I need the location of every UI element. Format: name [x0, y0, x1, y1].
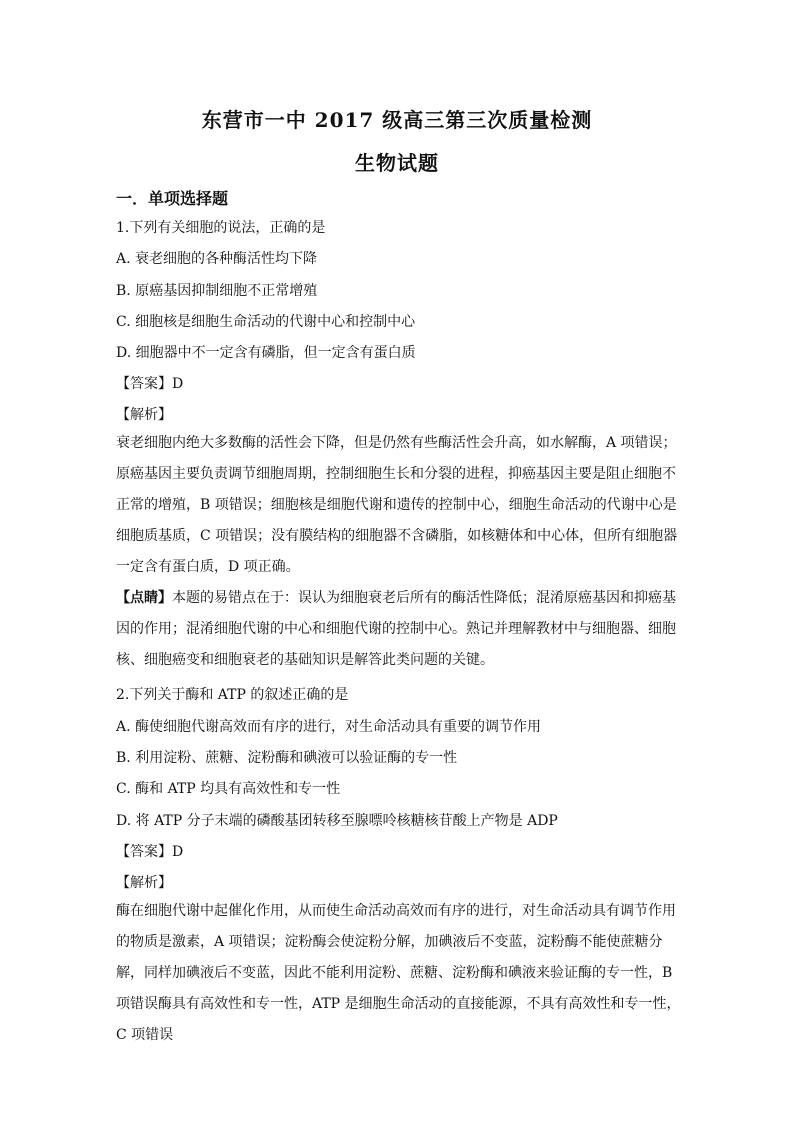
- q2-answer-line: [116, 841, 183, 861]
- q1-answer-label: 【答案】: [116, 376, 172, 392]
- q1-analysis-label: 【解析】: [116, 407, 172, 423]
- q1-answer-line: [116, 373, 183, 393]
- q1-option-a: A. 衰老细胞的各种酶活性均下降: [116, 251, 318, 267]
- document-title: 东营市一中 2017 级高三第三次质量检测: [201, 108, 593, 132]
- q1-tip-text: 本题的易错点在于：误认为细胞衰老后所有的酶活性降低；混淆原癌基因和抑癌基因的作用；混淆细胞代谢的中心和细胞代谢的控制中心。熟记并理解教材中与细胞器、细胞核、细胞癌变和细胞衰老的基础知识是解答此类问题的关键。: [116, 590, 676, 668]
- q2-option-a: A. 酶使细胞代谢高效而有序的进行，对生命活动具有重要的调节作用: [116, 719, 542, 735]
- q1-answer-value: D: [172, 376, 184, 392]
- q2-option-b: B. 利用淀粉、蔗糖、淀粉酶和碘液可以验证酶的专一性: [116, 750, 458, 766]
- q2-answer-value: D: [172, 844, 184, 860]
- q1-option-c: C. 细胞核是细胞生命活动的代谢中心和控制中心: [116, 314, 416, 330]
- q1-option-d: D. 细胞器中不一定含有磷脂，但一定含有蛋白质: [116, 345, 416, 361]
- q2-option-c: C. 酶和 ATP 均具有高效性和专一性: [116, 781, 341, 797]
- q1-tip-label: 【点睛】: [116, 590, 172, 606]
- q2-option-d: D. 将 ATP 分子末端的磷酸基团转移至腺嘌呤核糖核苷酸上产物是 ADP: [116, 813, 558, 829]
- q2-analysis-label: 【解析】: [116, 875, 172, 891]
- q1-tip-paragraph: [116, 583, 684, 676]
- q2-analysis-text: 酶在细胞代谢中起催化作用，从而使生命活动高效而有序的进行，对生命活动具有调节作用的物质是激素，A 项错误；淀粉酶会使淀粉分解，加碘液后不变蓝，淀粉酶不能使蔗糖分解，同样加碘液后不变蓝，因此不能利用淀粉、蔗糖、淀粉酶和碘液来验证酶的专一性，B 项错误酶具有高效性和专一性，ATP 是细胞生命活动的直接能源，不具有高效性和专一性，C 项错误: [116, 903, 681, 1043]
- q2-stem: 2.下列关于酶和 ATP 的叙述正确的是: [116, 687, 349, 703]
- q2-answer-label: 【答案】: [116, 844, 172, 860]
- document-subtitle: 生物试题: [355, 151, 439, 175]
- q1-analysis-text: 衰老细胞内绝大多数酶的活性会下降，但是仍然有些酶活性会升高，如水解酶，A 项错误；原癌基因主要负责调节细胞周期，控制细胞生长和分裂的进程，抑癌基因主要是阻止细胞不正常的增殖，B 项错误；细胞核是细胞代谢和遗传的控制中心，细胞生命活动的代谢中心是细胞质基质，C 项错误；没有膜结构的细胞器不含磷脂，如核糖体和中心体，但所有细胞器一定含有蛋白质，D 项正确。: [116, 435, 678, 575]
- q1-stem: 1.下列有关细胞的说法，正确的是: [116, 220, 326, 236]
- q1-option-b: B. 原癌基因抑制细胞不正常增殖: [116, 283, 318, 299]
- section-heading: 一．单项选择题: [116, 189, 229, 208]
